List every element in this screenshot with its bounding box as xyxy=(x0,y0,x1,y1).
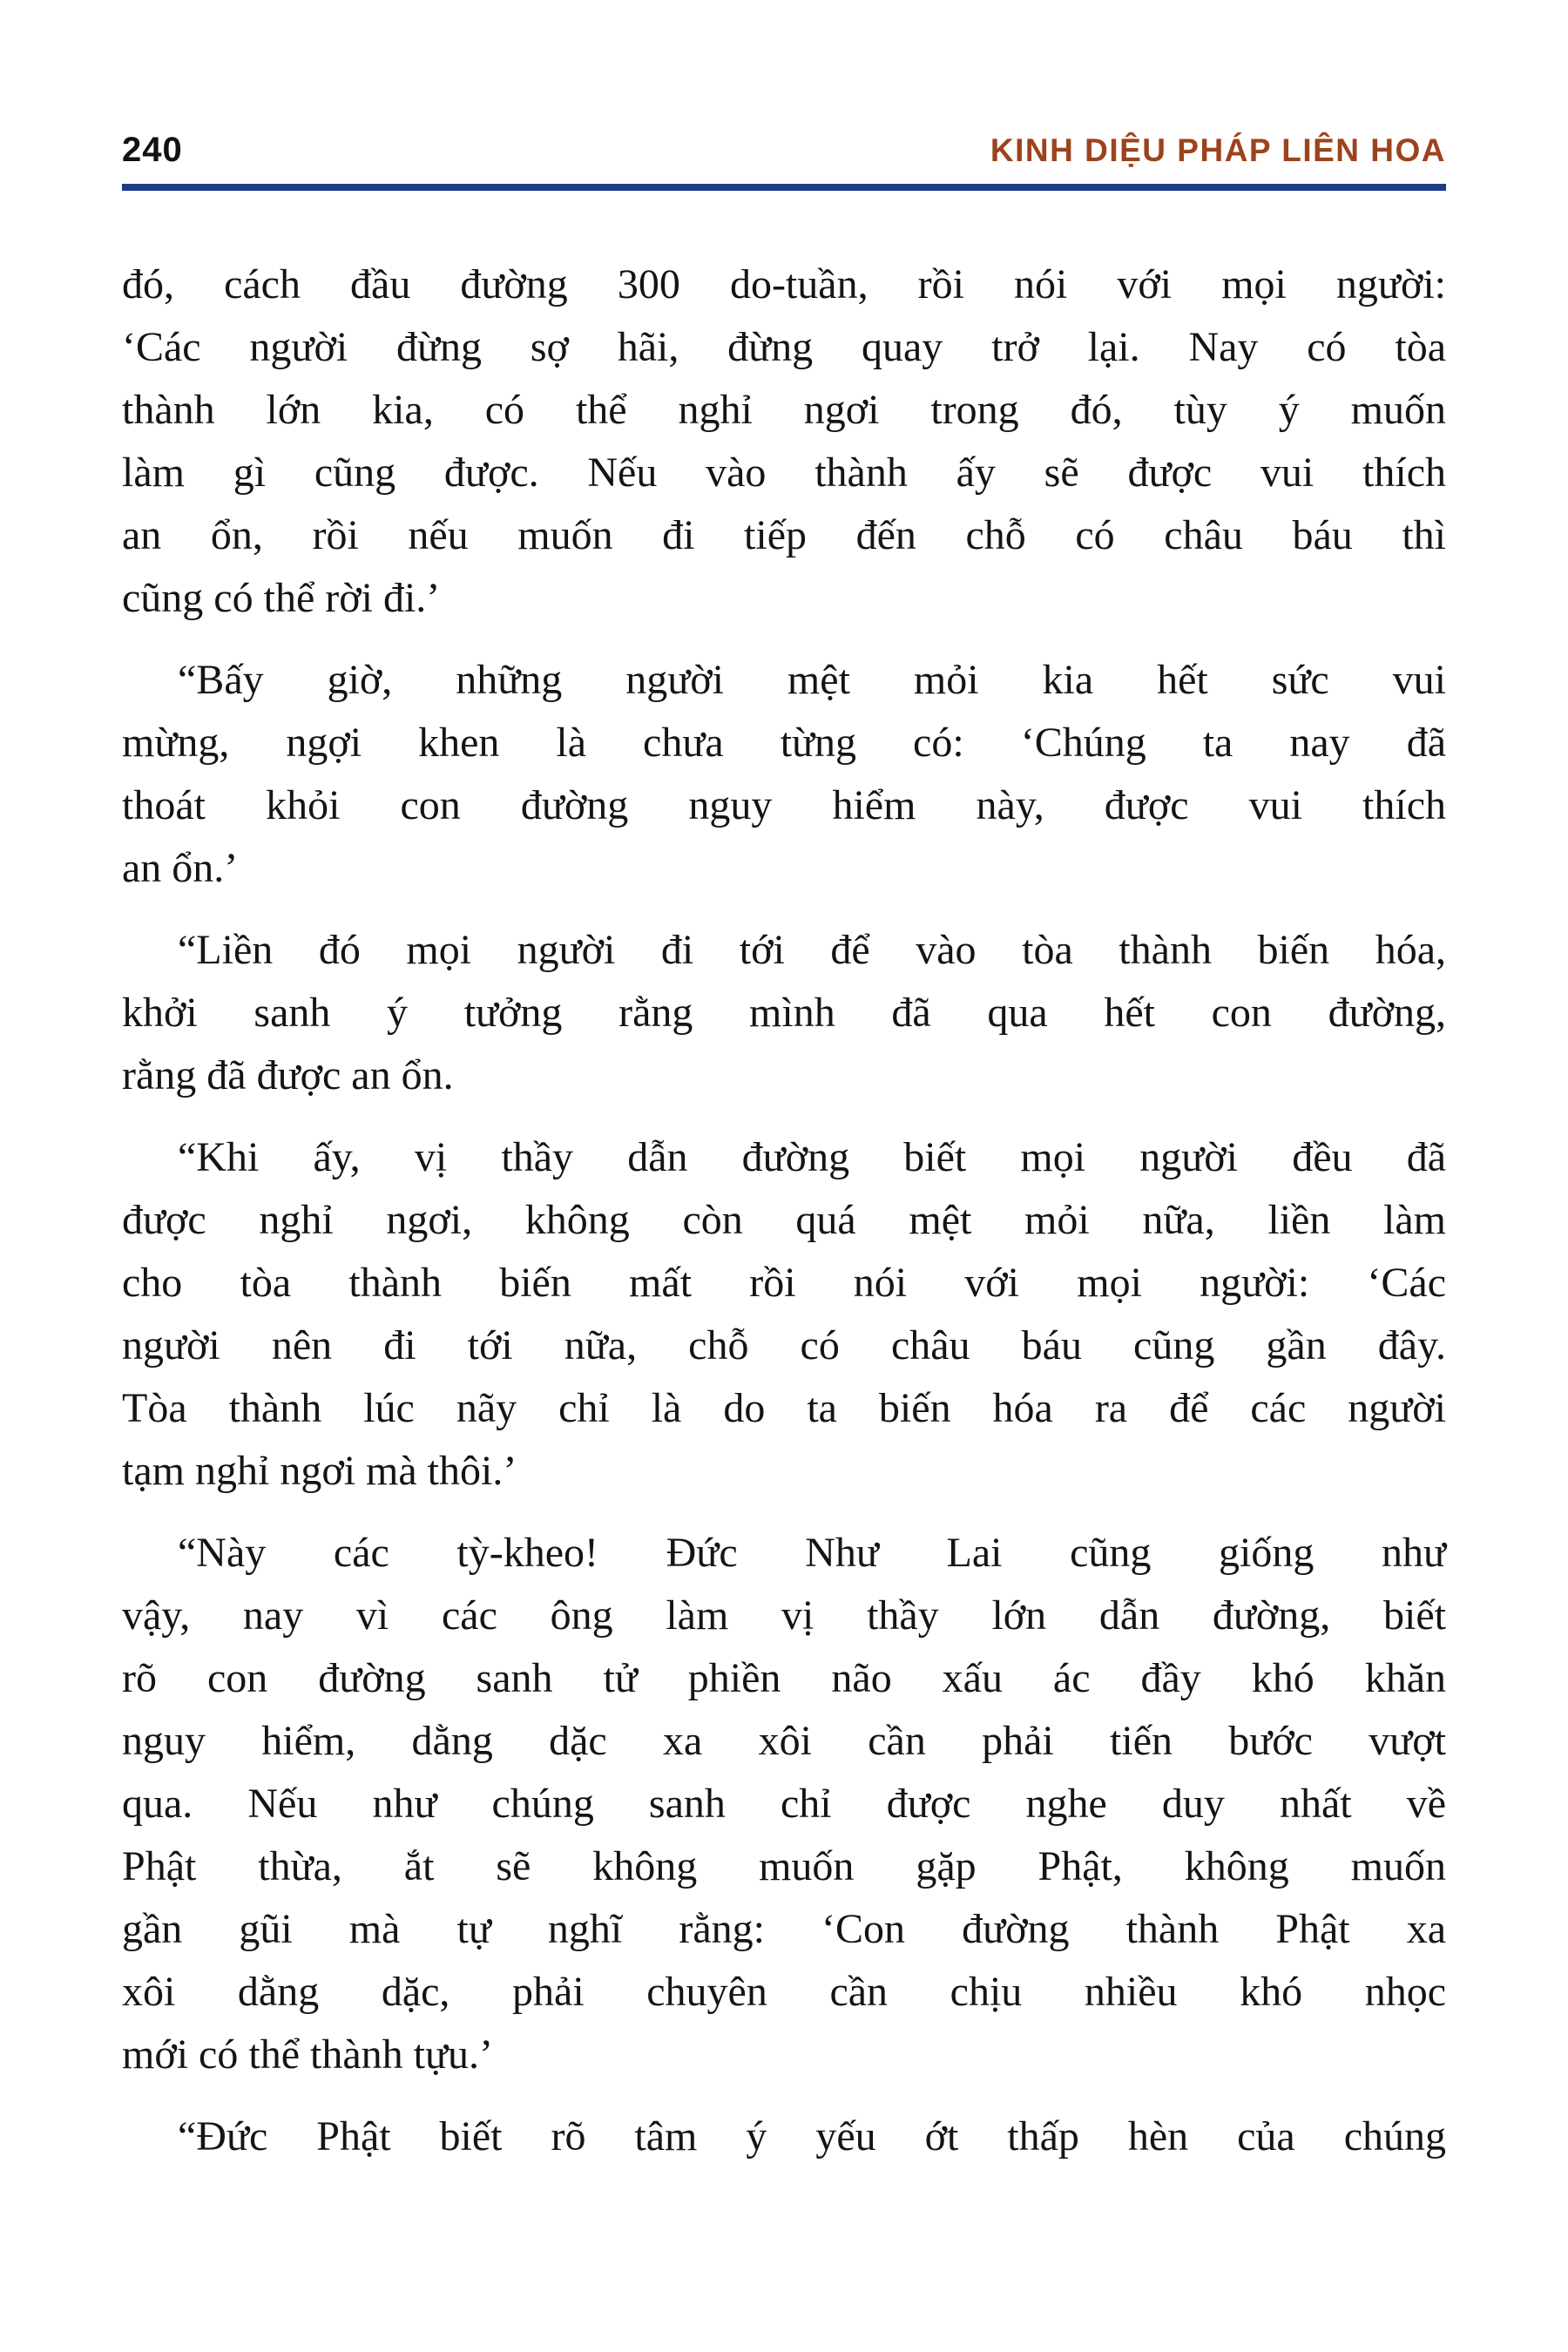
text-line: khởi sanh ý tưởng rằng mình đã qua hết con đường, xyxy=(122,990,1446,1036)
text-line: làm gì cũng được. Nếu vào thành ấy sẽ được vui thích xyxy=(122,449,1446,496)
text-line: “Bấy giờ, những người mệt mỏi kia hết sức vui xyxy=(178,657,1446,703)
text-line: an ổn.’ xyxy=(122,845,239,891)
text-line: “Liền đó mọi người đi tới để vào tòa thành biến hóa, xyxy=(178,927,1446,973)
text-line: cũng có thể rời đi.’ xyxy=(122,575,441,621)
text-line: “Khi ấy, vị thầy dẫn đường biết mọi người đều đã xyxy=(178,1134,1446,1180)
text-line: qua. Nếu như chúng sanh chỉ được nghe duy nhất về xyxy=(122,1781,1446,1827)
page-body xyxy=(122,253,1446,2168)
text-line: cho tòa thành biến mất rồi nói với mọi người: ‘Các xyxy=(122,1260,1446,1306)
text-line: được nghỉ ngơi, không còn quá mệt mỏi nữa, liền làm xyxy=(122,1197,1446,1243)
text-line: ‘Các người đừng sợ hãi, đừng quay trở lại. Nay có tòa xyxy=(122,324,1446,370)
paragraph xyxy=(122,919,1446,1107)
text-line: đó, cách đầu đường 300 do-tuần, rồi nói với mọi người: xyxy=(122,261,1446,308)
text-line: mới có thể thành tựu.’ xyxy=(122,2031,493,2078)
running-title: KINH DIỆU PHÁP LIÊN HOA xyxy=(990,132,1446,168)
text-line: rằng đã được an ổn. xyxy=(122,1052,454,1098)
header-rule xyxy=(122,184,1446,191)
paragraph xyxy=(122,2105,1446,2168)
text-line: “Đức Phật biết rõ tâm ý yếu ớt thấp hèn của chúng xyxy=(178,2113,1446,2159)
text-line: vậy, nay vì các ông làm vị thầy lớn dẫn đường, biết xyxy=(122,1592,1446,1639)
text-line: mừng, ngợi khen là chưa từng có: ‘Chúng ta nay đã xyxy=(122,720,1446,766)
text-line: Phật thừa, ắt sẽ không muốn gặp Phật, không muốn xyxy=(122,1843,1446,1889)
text-line: an ổn, rồi nếu muốn đi tiếp đến chỗ có châu báu thì xyxy=(122,512,1446,558)
paragraph xyxy=(122,649,1446,900)
paragraph xyxy=(122,1126,1446,1503)
paragraph xyxy=(122,1522,1446,2086)
paragraph xyxy=(122,253,1446,630)
text-line: tạm nghỉ ngơi mà thôi.’ xyxy=(122,1448,517,1494)
text-line: “Này các tỳ-kheo! Đức Như Lai cũng giống như xyxy=(178,1530,1446,1576)
text-line: nguy hiểm, dằng dặc xa xôi cần phải tiến bước vượt xyxy=(122,1718,1446,1764)
text-line: thành lớn kia, có thể nghỉ ngơi trong đó, tùy ý muốn xyxy=(122,387,1446,433)
text-line: thoát khỏi con đường nguy hiểm này, được vui thích xyxy=(122,782,1446,828)
text-line: xôi dằng dặc, phải chuyên cần chịu nhiều khó nhọc xyxy=(122,1969,1446,2015)
text-line: rõ con đường sanh tử phiền não xấu ác đầy khó khăn xyxy=(122,1655,1446,1701)
page-header xyxy=(122,131,1446,170)
page-number: 240 xyxy=(122,131,183,169)
text-line: người nên đi tới nữa, chỗ có châu báu cũng gần đây. xyxy=(122,1322,1446,1369)
text-line: gần gũi mà tự nghĩ rằng: ‘Con đường thành Phật xa xyxy=(122,1906,1446,1952)
text-line: Tòa thành lúc nãy chỉ là do ta biến hóa ra để các người xyxy=(122,1385,1446,1431)
